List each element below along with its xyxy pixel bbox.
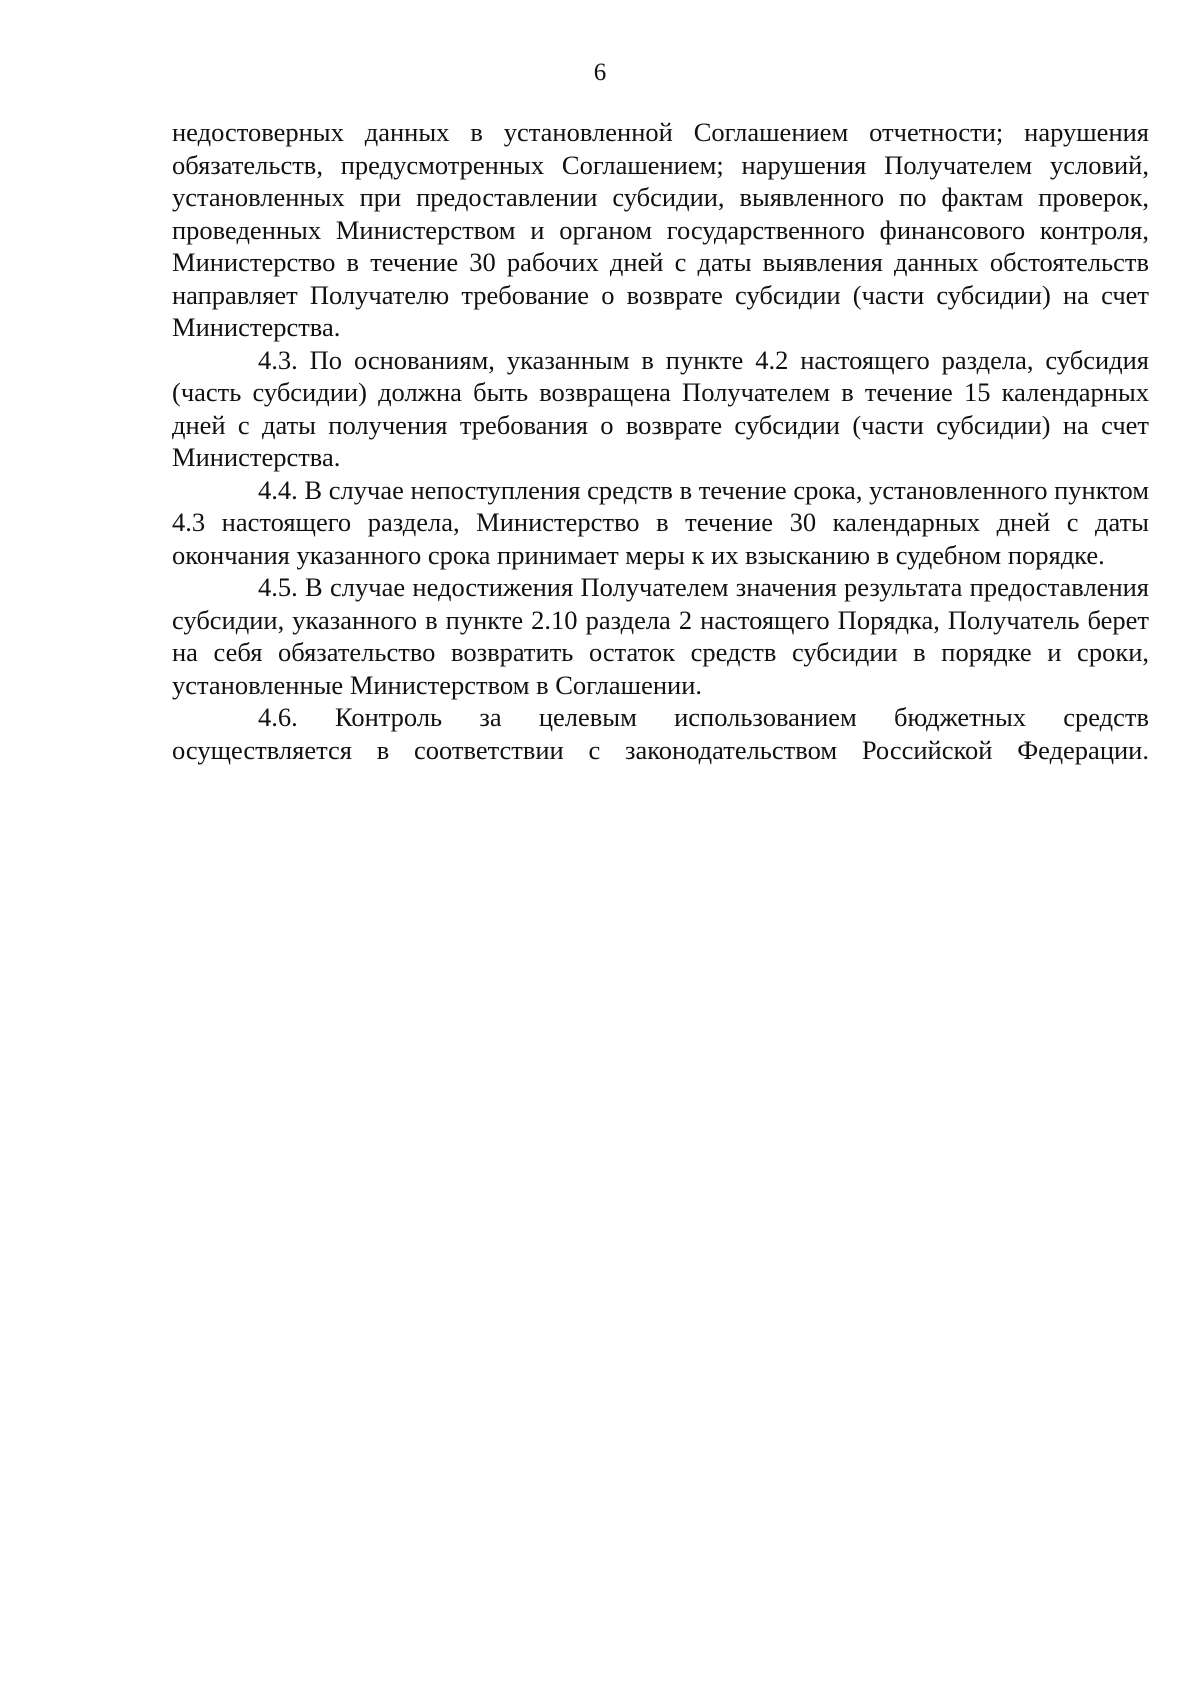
page-number: 6 xyxy=(593,59,607,86)
document-body xyxy=(172,116,1149,766)
paragraph-4-5: 4.5. В случае недостижения Получателем значения результата предоставления субсидии, указанного в пункте 2.10 раздела 2 настоящего Порядка, Получатель берет на себя обязательство возвратить остаток средств субсидии в порядке и сроки, установленные Министерством в Соглашении. xyxy=(172,572,1149,700)
paragraph-4-6: 4.6. Контроль за целевым использованием бюджетных средств осуществляется в соответствии с законодательством Российской Федерации. xyxy=(172,702,1149,765)
paragraph-continuation: недостоверных данных в установленной Соглашением отчетности; нарушения обязательств, предусмотренных Соглашением; нарушения Получателем условий, установленных при предоставлении субсидии, выявленного по фактам проверок, проведенных Министерством и органом государственного финансового контроля, Министерство в течение 30 рабочих дней с даты выявления данных обстоятельств направляет Получателю требование о возврате субсидии (части субсидии) на счет Министерства. xyxy=(172,117,1149,342)
paragraph-4-3: 4.3. По основаниям, указанным в пункте 4.2 настоящего раздела, субсидия (часть субсидии) должна быть возвращена Получателем в течение 15 календарных дней с даты получения требования о возврате субсидии (части субсидии) на счет Министерства. xyxy=(172,344,1149,472)
paragraph-4-4: 4.4. В случае непоступления средств в течение срока, установленного пунктом 4.3 настоящего раздела, Министерство в течение 30 календарных дней с даты окончания указанного срока принимает меры к их взысканию в судебном порядке. xyxy=(172,474,1149,570)
